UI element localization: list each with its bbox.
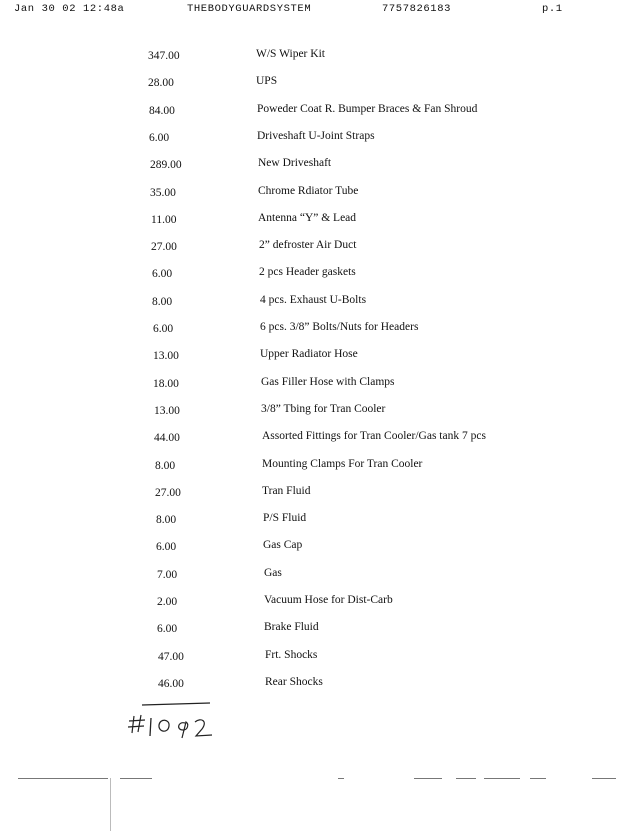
expense-description: Frt. Shocks (265, 648, 318, 661)
expense-amount: 18.00 (153, 377, 179, 390)
fold-line-segment (530, 778, 546, 779)
expense-description: Mounting Clamps For Tran Cooler (262, 457, 423, 470)
expense-amount: 11.00 (151, 213, 177, 226)
fax-sender-name: THEBODYGUARDSYSTEM (187, 3, 312, 15)
expense-description: Chrome Rdiator Tube (258, 184, 359, 197)
expense-amount: 6.00 (153, 323, 174, 335)
expense-amount: 6.00 (157, 623, 178, 636)
expense-amount: 27.00 (151, 241, 177, 254)
expense-description: Gas Filler Hose with Clamps (261, 375, 395, 388)
expense-amount: 84.00 (149, 104, 175, 117)
expense-amount: 8.00 (152, 295, 173, 308)
fold-line-segment (414, 778, 442, 779)
expense-amount: 6.00 (156, 541, 177, 554)
expense-description: P/S Fluid (263, 512, 307, 525)
fold-line-left (18, 778, 108, 779)
expense-amount: 44.00 (154, 432, 180, 445)
fold-line-segment (338, 778, 344, 779)
expense-amount: 6.00 (149, 131, 170, 144)
expense-description: Brake Fluid (264, 621, 319, 634)
fold-line-segment (484, 778, 520, 779)
expense-description: Antenna “Y” & Lead (258, 211, 357, 224)
expense-description: Driveshaft U-Joint Straps (257, 129, 375, 142)
expense-description: Poweder Coat R. Bumper Braces & Fan Shroud (257, 102, 478, 115)
expense-description: 6 pcs. 3/8” Bolts/Nuts for Headers (260, 321, 419, 333)
expense-description: Vacuum Hose for Dist-Carb (264, 594, 393, 606)
expense-amount: 35.00 (150, 186, 176, 199)
expense-description: 2 pcs Header gaskets (259, 266, 356, 279)
fax-page-number: p.1 (542, 3, 563, 15)
expense-description: 2” defroster Air Duct (259, 239, 357, 252)
expense-description: UPS (256, 75, 278, 88)
expense-amount: 13.00 (153, 350, 179, 363)
expense-description: 4 pcs. Exhaust U-Bolts (260, 293, 367, 306)
expense-amount: 27.00 (155, 486, 181, 499)
expense-description: Gas Cap (263, 539, 303, 552)
handwritten-total-note (128, 702, 224, 746)
expense-amount: 13.00 (154, 404, 180, 417)
expense-description: Gas (264, 566, 282, 579)
expense-amount: 46.00 (158, 677, 184, 690)
expense-amount: 47.00 (158, 650, 184, 663)
fold-line-right (592, 778, 616, 779)
expense-amount: 28.00 (148, 77, 174, 90)
expense-amount: 2.00 (157, 596, 178, 608)
fold-line-segment (456, 778, 476, 779)
margin-mark (110, 778, 111, 831)
handwritten-number-drawing (128, 702, 224, 746)
expense-description: W/S Wiper Kit (256, 48, 325, 60)
expense-description: Rear Shocks (265, 675, 323, 688)
expense-amount: 6.00 (152, 268, 173, 281)
fax-phone-number: 7757826183 (382, 3, 452, 15)
expense-amount: 7.00 (157, 568, 178, 581)
fold-line-segment (120, 778, 152, 779)
expense-amount: 8.00 (156, 514, 177, 527)
expense-amount: 8.00 (155, 459, 176, 472)
expense-amount: 347.00 (148, 50, 180, 62)
expense-description: Upper Radiator Hose (260, 348, 358, 361)
fax-header (0, 3, 640, 17)
expense-description: New Driveshaft (258, 157, 332, 170)
expense-description: 3/8” Tbing for Tran Cooler (261, 402, 386, 415)
expense-description: Assorted Fittings for Tran Cooler/Gas tank 7 pcs (262, 430, 486, 443)
expense-amount: 289.00 (150, 159, 182, 172)
expense-description: Tran Fluid (262, 484, 311, 497)
fax-datetime: Jan 30 02 12:48a (14, 3, 125, 15)
